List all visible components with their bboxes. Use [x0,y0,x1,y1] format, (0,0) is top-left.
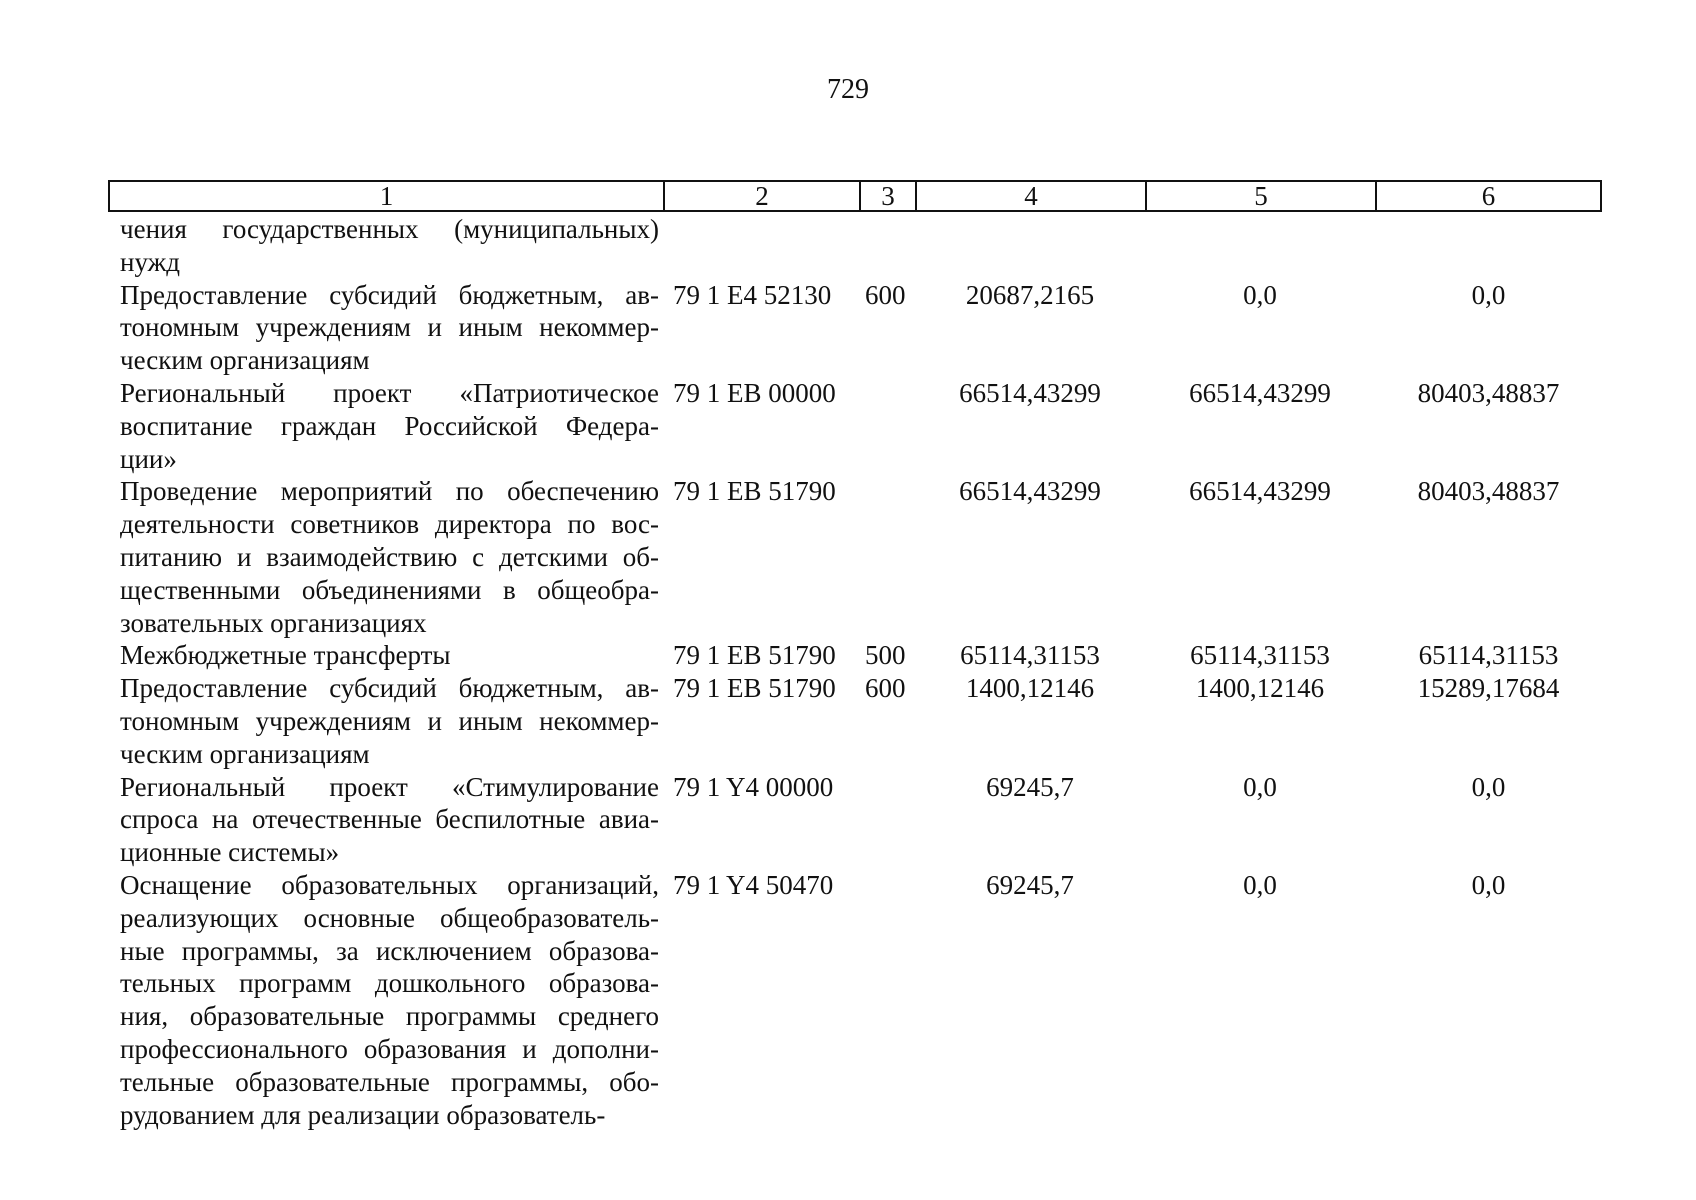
row-code: 79 1 E4 52130 [673,279,832,310]
row-code: 79 1 Y4 50470 [673,869,834,900]
description-line: тономным учреждениям и иным некоммер- [120,705,659,736]
description-line: Предоставление субсидий бюджетным, ав- [120,673,659,704]
row-value-col5: 65114,31153 [1190,640,1330,671]
row-expense-type [859,771,915,869]
row-expense-type: 500 [865,640,906,671]
row-value-col5: 0,0 [1243,771,1277,802]
description-line: Региональный проект «Патриотическое [120,377,659,408]
row-description [108,672,663,770]
description-line: Предоставление субсидий бюджетным, ав- [120,279,659,310]
row-expense-type [859,213,915,279]
row-value-col6: 0,0 [1471,279,1506,310]
table-header [108,180,1602,212]
table-row [108,213,1602,279]
description-line: Региональный проект «Стимулирование [120,771,659,802]
row-value-col6: 0,0 [1471,869,1506,900]
table-row [108,377,1602,475]
column-header-6: 6 [1481,181,1496,211]
row-value-col4: 69245,7 [986,869,1074,900]
description-line: ционные системы» [120,837,340,868]
description-line: реализующих основные общеобразователь- [120,902,659,933]
row-code: 79 1 EB 51790 [673,673,836,704]
table-row [108,475,1602,639]
description-line: тономным учреждениям и иным некоммер- [120,312,659,343]
description-line: питанию и взаимодействию с детскими об- [120,541,659,572]
row-description [108,377,663,475]
description-line: деятельности советников директора по вос- [120,509,659,540]
description-line: щественными объединениями в общеобра- [120,574,659,605]
row-description [108,771,663,869]
row-value-col5: 0,0 [1243,279,1277,310]
description-line: ческим организациям [120,345,370,376]
description-line: Межбюджетные трансферты [120,640,451,671]
row-description [108,475,663,639]
column-header-4: 4 [917,182,1147,210]
description-line: тельных программ дошкольного образова- [120,968,659,999]
description-line: зовательных организациях [120,607,427,638]
column-header-3: 3 [861,182,917,210]
row-value-col6: 80403,48837 [1417,377,1560,408]
description-line: ческим организациям [120,738,370,769]
row-value-col4: 65114,31153 [960,640,1100,671]
row-value-col6: 80403,48837 [1417,476,1560,507]
row-code [663,213,859,279]
table-row [108,639,1602,672]
row-code: 79 1 Y4 00000 [673,771,834,802]
row-description [108,639,663,672]
row-value-col6: 0,0 [1471,771,1506,802]
row-expense-type [859,475,915,639]
description-line: Оснащение образовательных организаций, [120,869,659,900]
row-description [108,213,663,279]
row-expense-type [859,869,915,1131]
row-description [108,869,663,1131]
column-header-5: 5 [1147,182,1377,210]
row-value-col5: 0,0 [1243,869,1277,900]
description-line: рудованием для реализации образователь- [120,1099,606,1130]
table-row [108,869,1602,1131]
description-line: тельные образовательные программы, обо- [120,1066,659,1097]
row-expense-type: 600 [865,673,906,704]
row-value-col4 [915,213,1145,279]
row-expense-type: 600 [865,279,906,310]
table-row [108,771,1602,869]
row-code: 79 1 EB 51790 [673,640,836,671]
table-body [108,213,1602,1131]
description-line: чения государственных (муниципальных) [120,214,659,244]
row-value-col5: 66514,43299 [1189,476,1331,507]
row-value-col6: 15289,17684 [1417,673,1560,704]
row-code: 79 1 EB 00000 [673,377,836,408]
row-value-col4: 69245,7 [986,771,1074,802]
row-value-col5 [1145,213,1375,279]
description-line: ния, образовательные программы среднего [120,1001,659,1032]
description-line: ные программы, за исключением образова- [120,935,659,966]
description-line: воспитание граждан Российской Федера- [120,410,659,441]
row-expense-type [859,377,915,475]
table-row [108,672,1602,770]
page-number: 729 [827,74,869,105]
row-value-col5: 66514,43299 [1189,377,1331,408]
description-line: спроса на отечественные беспилотные авиа- [120,804,659,835]
row-value-col6: 65114,31153 [1418,640,1559,671]
column-header-2: 2 [665,182,861,210]
row-value-col5: 1400,12146 [1195,673,1325,704]
description-line: нужд [120,246,180,277]
row-value-col4: 1400,12146 [965,673,1095,704]
description-line: ции» [120,443,177,474]
row-value-col4: 66514,43299 [959,476,1101,507]
row-description [108,279,663,377]
column-header-1: 1 [110,182,665,210]
row-value-col4: 66514,43299 [959,377,1101,408]
row-value-col6 [1375,213,1602,279]
row-value-col4: 20687,2165 [965,279,1095,310]
row-code: 79 1 EB 51790 [673,476,836,507]
description-line: профессионального образования и дополни- [120,1033,659,1064]
description-line: Проведение мероприятий по обеспечению [120,476,659,507]
table-row [108,279,1602,377]
